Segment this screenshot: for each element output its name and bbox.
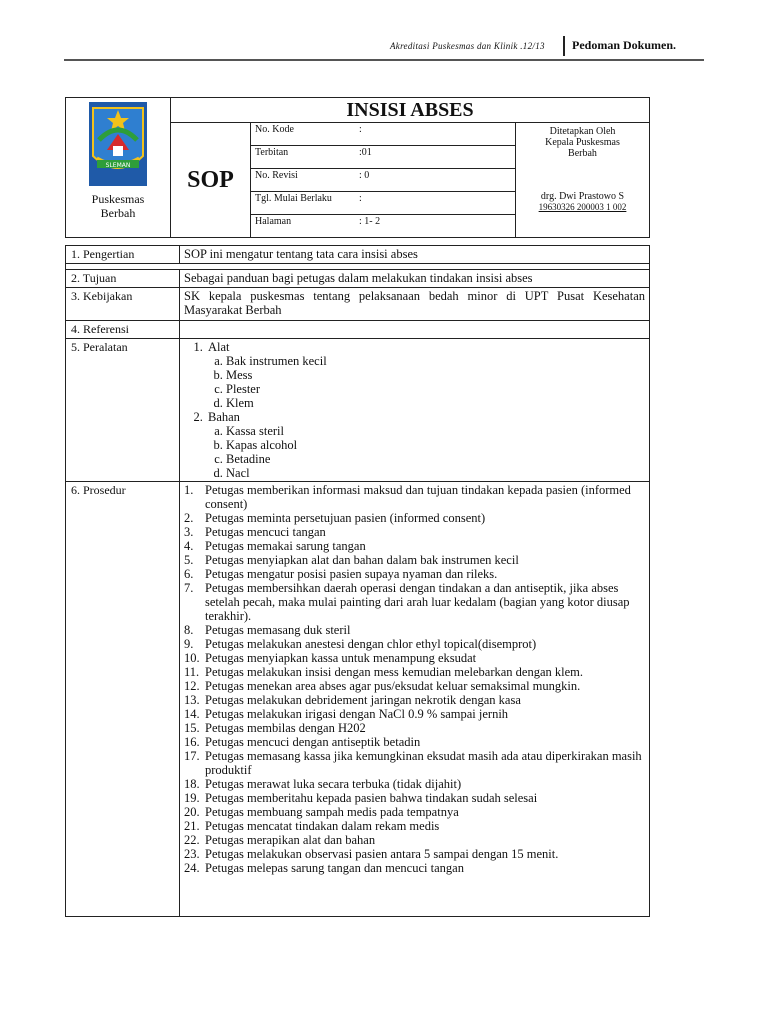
- list-item: b. Kapas alcohol: [226, 438, 645, 452]
- section-label: 5. Peralatan: [66, 339, 180, 482]
- section-label: 2. Tujuan: [66, 270, 180, 288]
- procedure-step: 6. Petugas mengatur posisi pasien supaya nyaman dan rileks.: [184, 567, 498, 581]
- procedure-step: 9. Petugas melakukan anestesi dengan chlor ethyl topical(disemprot): [184, 637, 537, 651]
- signatory-nip: 19630326 200003 1 002: [538, 202, 627, 212]
- procedure-step: 10. Petugas menyiapkan kassa untuk menampung eksudat: [184, 651, 477, 665]
- procedure-step: 20. Petugas membuang sampah medis pada tempatnya: [184, 805, 459, 819]
- field-no-revisi: No. Revisi : 0: [251, 169, 516, 192]
- list-item: c. Betadine: [226, 452, 645, 466]
- section-label: 4. Referensi: [66, 321, 180, 339]
- row-kebijakan: [66, 288, 650, 321]
- section-content: Sebagai panduan bagi petugas dalam melakukan tindakan insisi abses: [180, 270, 650, 288]
- equipment-group: 2. Bahan a. Kassa steril b. Kapas alcohol c. Betadine d. Nacl: [206, 410, 645, 480]
- row-prosedur: [66, 482, 650, 917]
- section-label: 1. Pengertian: [66, 246, 180, 264]
- approval-line-3: Berbah: [568, 148, 597, 159]
- list-item: b. Mess: [226, 368, 645, 382]
- list-item: d. Nacl: [226, 466, 645, 480]
- row-referensi: [66, 321, 650, 339]
- procedure-step: 18. Petugas merawat luka secara terbuka (tidak dijahit): [184, 777, 462, 791]
- row-pengertian: [66, 246, 650, 264]
- equipment-list: [184, 340, 645, 480]
- approval-line-2: Kepala Puskesmas: [545, 137, 620, 148]
- procedure-steps-list: [184, 483, 645, 875]
- sleman-regency-logo: [87, 100, 149, 188]
- procedure-step: 1. Petugas memberikan informasi maksud dan tujuan tindakan kepada pasien (informed consent): [184, 483, 631, 511]
- procedure-step: 3. Petugas mencuci tangan: [184, 525, 326, 539]
- procedure-step: 5. Petugas menyiapkan alat dan bahan dalam bak instrumen kecil: [184, 553, 519, 567]
- row-peralatan: [66, 339, 650, 482]
- procedure-step: 12. Petugas menekan area abses agar pus/eksudat keluar semaksimal mungkin.: [184, 679, 581, 693]
- procedure-step: 8. Petugas memasang duk steril: [184, 623, 351, 637]
- section-content: [180, 482, 650, 917]
- svg-text:SLEMAN: SLEMAN: [105, 162, 131, 169]
- procedure-step: 15. Petugas membilas dengan H202: [184, 721, 366, 735]
- section-content: SK kepala puskesmas tentang pelaksanaan bedah minor di UPT Pusat Kesehatan Masyarakat Berbah: [180, 288, 650, 321]
- accreditation-header-text: Akreditasi Puskesmas dan Klinik .12/13: [390, 41, 545, 51]
- list-item: d. Klem: [226, 396, 645, 410]
- logo-cell: [66, 98, 171, 238]
- procedure-step: 7. Petugas membersihkan daerah operasi dengan tindakan a dan antiseptik, jika abses setelah pecah, maka mulai painting dari arah luar kedalam (bagian yang kotor diusap terakhir).: [184, 581, 630, 623]
- list-item: a. Bak instrumen kecil: [226, 354, 645, 368]
- procedure-step: 4. Petugas memakai sarung tangan: [184, 539, 366, 553]
- procedure-step: 11. Petugas melakukan insisi dengan mess kemudian melebarkan dengan klem.: [184, 665, 584, 679]
- section-content: [180, 339, 650, 482]
- sop-header-box: [65, 97, 650, 238]
- header-separator: [563, 36, 565, 56]
- header-rule: [64, 59, 704, 61]
- procedure-step: 2. Petugas meminta persetujuan pasien (informed consent): [184, 511, 486, 525]
- procedure-step: 22. Petugas merapikan alat dan bahan: [184, 833, 376, 847]
- row-tujuan: [66, 270, 650, 288]
- field-tgl-mulai-berlaku: Tgl. Mulai Berlaku :: [251, 192, 516, 215]
- field-terbitan: Terbitan :01: [251, 146, 516, 169]
- signatory-name: drg. Dwi Prastowo S: [540, 191, 625, 202]
- field-halaman: Halaman : 1- 2: [251, 215, 516, 238]
- sop-content-table: [65, 245, 650, 917]
- sop-label: SOP: [171, 123, 251, 238]
- procedure-step: 14. Petugas melakukan irigasi dengan NaCl 0.9 % sampai jernih: [184, 707, 509, 721]
- organization-name: Puskesmas Berbah: [91, 192, 145, 220]
- approval-line-1: Ditetapkan Oleh: [549, 126, 616, 137]
- equipment-group: 1. Alat a. Bak instrumen kecil b. Mess c. Plester d. Klem: [206, 340, 645, 410]
- list-item: a. Kassa steril: [226, 424, 645, 438]
- document-title: INSISI ABSES: [171, 98, 650, 123]
- field-no-kode: No. Kode :: [251, 123, 516, 146]
- approval-block: [516, 123, 650, 238]
- section-label: 3. Kebijakan: [66, 288, 180, 321]
- section-content: SOP ini mengatur tentang tata cara insisi abses: [180, 246, 650, 264]
- section-content: [180, 321, 650, 339]
- procedure-step: 23. Petugas melakukan observasi pasien antara 5 sampai dengan 15 menit.: [184, 847, 559, 861]
- procedure-step: 16. Petugas mencuci dengan antiseptik betadin: [184, 735, 421, 749]
- procedure-step: 13. Petugas melakukan debridement jaringan nekrotik dengan kasa: [184, 693, 521, 707]
- list-item: c. Plester: [226, 382, 645, 396]
- procedure-step: 24. Petugas melepas sarung tangan dan mencuci tangan: [184, 861, 464, 875]
- section-label: 6. Prosedur: [66, 482, 180, 917]
- procedure-step: 21. Petugas mencatat tindakan dalam rekam medis: [184, 819, 440, 833]
- document-type-label: Pedoman Dokumen.: [572, 38, 677, 52]
- procedure-step: 19. Petugas memberitahu kepada pasien bahwa tindakan sudah selesai: [184, 791, 538, 805]
- procedure-step: 17. Petugas memasang kassa jika kemungkinan eksudat masih ada atau diperkirakan masih produktif: [184, 749, 642, 777]
